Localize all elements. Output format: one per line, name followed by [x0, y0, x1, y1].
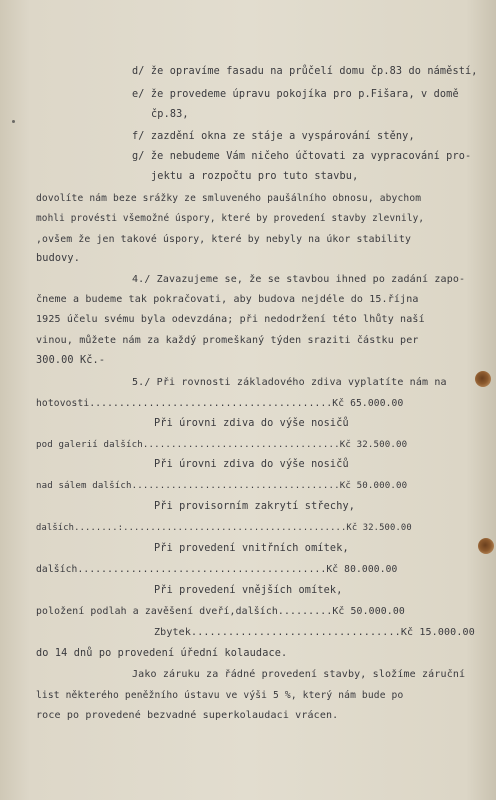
text-line: 300.00 Kč.- — [36, 355, 106, 366]
text-line: do 14 dnů po provedení úřední kolaudace. — [36, 648, 288, 659]
text-line: Jako záruku za řádné provedení stavby, složíme záruční — [132, 669, 466, 680]
text-line: čp.83, — [151, 109, 189, 120]
text-line: vinou, můžete nám za každý promeškaný týden sraziti částku per — [36, 335, 419, 346]
text-line: list některého peněžního ústavu ve výši 5 %, který nám bude po — [36, 690, 404, 701]
text-line: Při úrovni zdiva do výše nosičů — [154, 418, 349, 429]
text-line: roce po provedené bezvadné superkolaudaci vrácen. — [36, 710, 339, 721]
punch-hole-lower — [478, 538, 494, 554]
text-line: jektu a rozpočtu pro tuto stavbu, — [151, 171, 359, 182]
text-line: Zbytek..................................Kč 15.000.00 — [154, 627, 475, 638]
text-line: Při provisorním zakrytí střechy, — [154, 501, 356, 512]
text-line: e/ že provedeme úpravu pokojíka pro p.Fišara, v domě — [132, 89, 459, 100]
text-line: 5./ Při rovnosti základového zdiva vyplatíte nám na — [132, 377, 447, 388]
text-line: dalších..........................................Kč 80.000.00 — [36, 564, 398, 575]
text-line: ,ovšem že jen takové úspory, které by nebyly na úkor stability — [36, 234, 411, 245]
text-line: nad sálem dalších.....................................Kč 50.000.00 — [36, 481, 408, 491]
text-line: f/ zazdění okna ze stáje a vyspárování stěny, — [132, 131, 415, 142]
ink-speck — [12, 120, 15, 123]
text-line: 1925 účelu svému byla odevzdána; při nedodržení této lhůty naší — [36, 314, 425, 325]
text-line: mohli provésti všemožné úspory, které by provedení stavby zlevnily, — [36, 213, 425, 224]
text-line: čneme a budeme tak pokračovati, aby budova nejdéle do 15.října — [36, 294, 419, 305]
text-line: Při provedení vnějších omítek, — [154, 585, 343, 596]
text-line: 4./ Zavazujeme se, že se stavbou ihned po zadání zapo- — [132, 274, 466, 285]
text-line: budovy. — [36, 253, 80, 264]
text-line: dovolíte nám beze srážky ze smluveného paušálního obnosu, abychom — [36, 193, 422, 204]
text-line: pod galerií dalších...................................Kč 32.500.00 — [36, 440, 408, 450]
punch-hole-upper — [475, 371, 491, 387]
text-line: Při úrovni zdiva do výše nosičů — [154, 459, 349, 470]
text-line: dalších........:.........................................Kč 32.500.00 — [36, 523, 412, 533]
text-line: g/ že nebudeme Vám ničeho účtovati za vypracování pro- — [132, 151, 472, 162]
text-line: d/ že opravíme fasadu na průčelí domu čp.83 do náměstí, — [132, 66, 478, 77]
text-line: Při provedení vnitřních omítek, — [154, 543, 349, 554]
text-line: položení podlah a zavěšení dveří,dalších.........Kč 50.000.00 — [36, 606, 405, 617]
text-line: hotovosti.........................................Kč 65.000.00 — [36, 398, 404, 409]
